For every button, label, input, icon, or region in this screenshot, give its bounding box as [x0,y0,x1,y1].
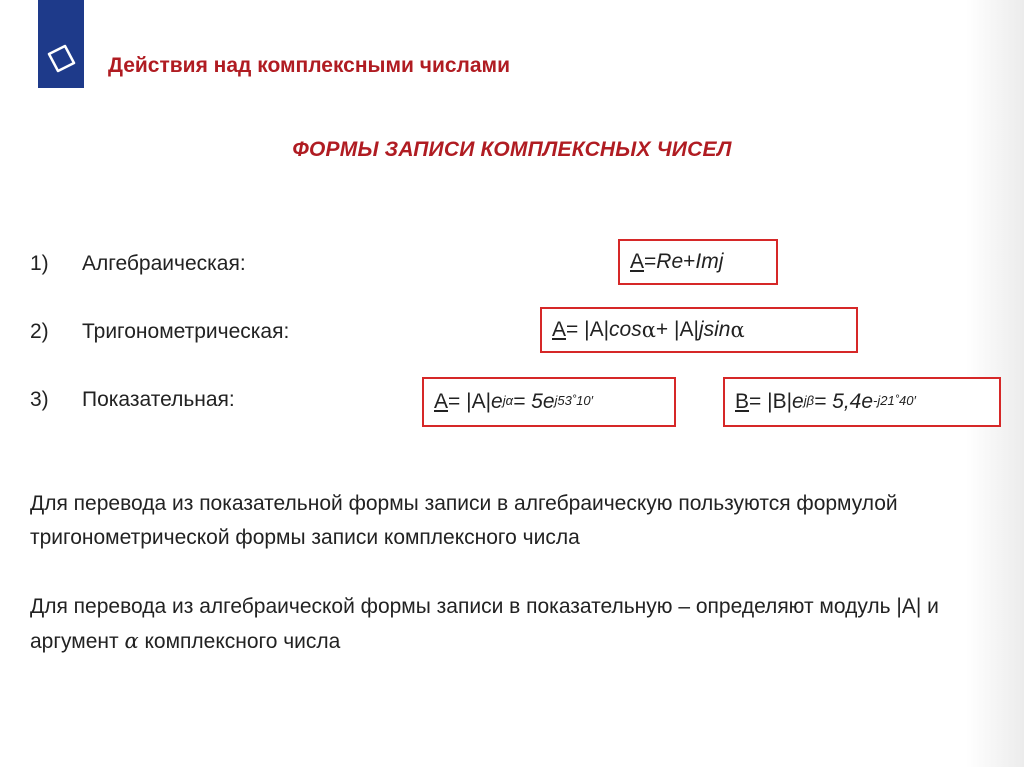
form-item-trigonometric [30,320,289,344]
formula-variable: A [434,390,449,413]
formula-text: e [542,390,555,413]
formula-variable: B [735,390,750,413]
paragraph-text: Для перевода из алгебраической формы записи в показательную – определяют модуль |A| и аргумент [30,595,939,653]
formula-text: = 5 [513,390,543,413]
formula-box-algebraic [618,239,778,285]
form-item-exponential [30,388,235,412]
formula-text: cos [609,318,642,341]
formula-text: Imj [695,250,724,273]
white-square-outline-icon [44,42,78,76]
formula-text: = 5,4 [814,390,862,413]
formula-text: = |A| [448,390,492,413]
formula-text: = [644,250,657,273]
form-item-number: 3) [30,388,49,411]
formula-exponent: jα [502,392,514,408]
formula-variable: A [630,250,645,273]
formula-box-exponential-b [723,377,1001,427]
form-item-label: Тригонометрическая: [82,320,290,343]
slide-header-title: Действия над комплексными числами [108,54,511,77]
formula-box-trigonometric [540,307,858,353]
formula-text: = |B| [749,390,793,413]
formula-variable: A [552,318,567,341]
logo-bar [38,0,84,88]
formula-text: jsin [698,318,731,341]
formula-exponent: jβ [803,392,815,408]
paragraph-algebraic-to-exp [30,590,1000,659]
formula-text: e [792,390,804,413]
formula-exponent: -j21˚40′ [873,392,916,408]
form-item-number: 2) [30,320,49,343]
formula-text: α [641,318,656,342]
paragraph-exp-to-algebraic: Для перевода из показательной формы записи в алгебраическую пользуются формулой тригонометрической формы записи комплексного числа [30,492,898,549]
form-item-algebraic [30,252,246,276]
formula-exponent: j53˚10′ [554,392,594,408]
formula-text: e [861,390,874,413]
formula-text: e [491,390,503,413]
alpha-symbol: α [124,629,139,653]
formula-text: Re [656,250,684,273]
formula-text: = |A| [566,318,610,341]
section-title: ФОРМЫ ЗАПИСИ КОМПЛЕКСНЫХ ЧИСЕЛ [292,138,732,161]
form-item-label: Показательная: [82,388,235,411]
form-item-number: 1) [30,252,49,275]
paragraph-text: комплексного числа [138,630,341,653]
form-item-label: Алгебраическая: [82,252,246,275]
formula-text: + [683,250,696,273]
formula-text: + |A| [655,318,699,341]
formula-box-exponential-a [422,377,676,427]
formula-text: α [730,318,745,342]
